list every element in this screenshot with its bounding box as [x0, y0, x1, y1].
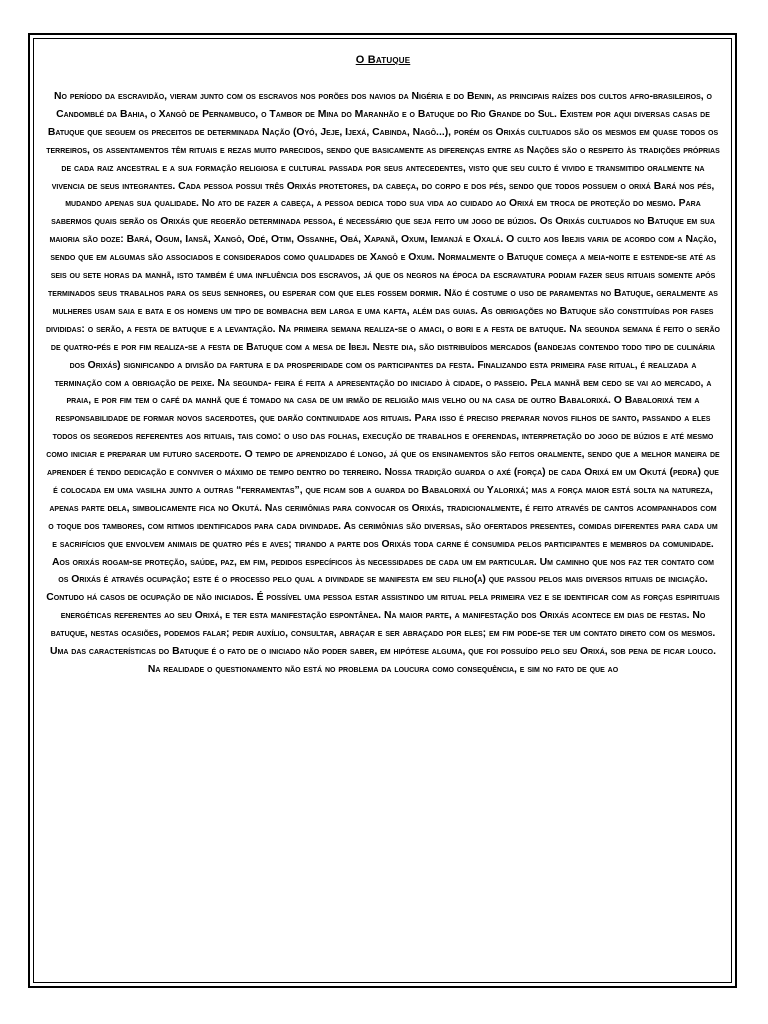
- document-body: No período da escravidão, vieram junto com os escravos nos porões dos navios da Nigéria e do Benin, as principais raízes dos cultos afro-brasileiros, o Candomblé da Bahia, o Xangô de Pernambuco, o Tambor de Mina do Maranhão e o Batuque do Rio Grande do Sul. Existem por aqui diversas casas de Batuque que seguem os preceitos de determinada Nação (Oyó, Jeje, Ijexá, Cabinda, Nagô...), porém os Orixás cultuados são os mesmos em quase todos os terreiros, os assentamentos têm rituais e rezas muito parecidos, sendo que basicamente as diferenças entre as Nações são o respeito às tradições próprias de cada raiz ancestral e a sua formação religiosa e cultural passada por seus antecedentes, visto que seu culto é vivido e transmitido oralmente na vivencia de seus integrantes. Cada pessoa possui três Orixás protetores, da cabeça, do corpo e dos pés, sendo que todos possuem o orixá Bará nos pés, mudando apenas sua qualidade. No ato de fazer a cabeça, a pessoa dedica todo sua vida ao cuidado ao Orixá em troca de proteção do mesmo. Para sabermos quais serão os Orixás que regerão determinada pessoa, é necessário que seja feito um jogo de búzios. Os Orixás cultuados no Batuque em sua maioria são doze: Bará, Ogum, Iansã, Xangô, Odé, Otim, Ossanhe, Obá, Xapanã, Oxum, Iemanjá e Oxalá. O culto aos Ibejis varia de acordo com a Nação, sendo que em algumas são associados e considerados como qualidades de Xangô e Oxum. Normalmente o Batuque começa a meia-noite e estende-se até as seis ou sete horas da manhã, isto também é uma influência dos escravos, já que os negros na época da escravatura podiam fazer seus rituais somente após terminados seus trabalhos para os seus senhores, ou esperar com que eles fossem dormir. Não é costume o uso de paramentas no Batuque, geralmente as mulheres usam saia e bata e os homens um tipo de bombacha bem larga e uma kafta, além das guias. As obrigações no Batuque são constituídas por fases divididas: o serão, a festa de batuque e a levantação. Na primeira semana realiza-se o amaci, o bori e a festa de batuque. Na segunda semana é feito o serão de quatro-pés e por fim realiza-se a festa de Batuque com a mesa de Ibeji. Neste dia, são distribuídos mercados (bandejas contendo todo tipo de culinária dos Orixás) significando a divisão da fartura e da prosperidade com os participantes da festa. Finalizando esta primeira fase ritual, é realizada a terminação com a obrigação de peixe. Na segunda- feira é feita a apresentação do iniciado à cidade, o passeio. Pela manhã bem cedo se vai ao mercado, a praia, e por fim tem o café da manhã que é tomado na casa de um irmão de religião mais velho ou na casa de outro Babalorixá. O Babalorixá tem a responsabilidade de formar novos sacerdotes, que darão continuidade aos rituais. Para isso é preciso preparar novos filhos de santo, passando a eles todos os segredos referentes aos rituais, tais como: o uso das folhas, execução de trabalhos e oferendas, interpretação do jogo de búzios e até mesmo como iniciar e preparar um futuro sacerdote. O tempo de aprendizado é longo, já que os ensinamentos são feitos oralmente, sendo que a melhor maneira de aprender é tendo dedicação e conviver o máximo de tempo dentro do terreiro. Nossa tradição guarda o axé (força) de cada Orixá em um Okutá (pedra) que é colocada em uma vasilha junto a outras “ferramentas”, que ficam sob a guarda do Babalorixá ou Yalorixá; mas a força maior está solta na natureza, apenas parte dela, simbolicamente fica no Okutá. Nas cerimônias para convocar os Orixás, tradicionalmente, é feito através de cantos acompanhados com o toque dos tambores, com ritmos identificados para cada divindade. As cerimônias são diversas, são ofertados presentes, comidas diferentes para cada um e sacrifícios que envolvem animais de quatro pés e aves; tirando a parte dos Orixás toda carne é consumida pelos participantes e membros da comunidade. Aos orixás rogam-se proteção, saúde, paz, em fim, pedidos específicos às necessidades de cada um em particular. Um caminho que nos faz ter contato com os Orixás é através ocupação; este é o processo pelo qual a divindade se manifesta em seu filho(a) que passou pelos mais diversos rituais de iniciação. Contudo há casos de ocupação de não iniciados. É possível uma pessoa estar assistindo um ritual pela primeira vez e se identificar com as forças espirituais energéticas referentes ao seu Orixá, e ter esta manifestação espontânea. Na maior parte, a manifestação dos Orixás acontece em dias de festas. No batuque, nestas ocasiões, podemos falar; pedir auxílio, consultar, abraçar e ser abraçado por eles; em fim pode-se ter um contato direto com os mesmos. Uma das características do Batuque é o fato de o iniciado não poder saber, em hipótese alguma, que foi possuído pelo seu Orixá, sob pena de ficar louco. Na realidade o questionamento não está no problema da loucura como consequência, e sim no fato de que ao: [46, 91, 720, 675]
- document-content: [46, 48, 720, 679]
- document-title: O Batuque: [355, 54, 411, 66]
